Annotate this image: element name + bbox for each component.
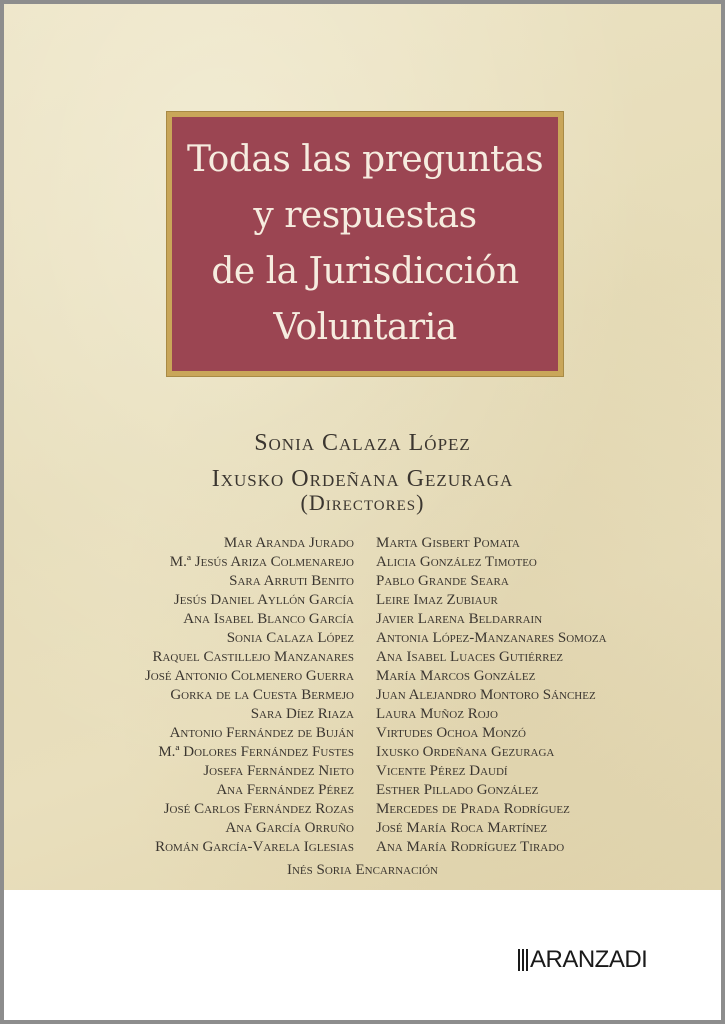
contributor-row: [4, 610, 721, 629]
publisher-name: ARANZADI: [530, 946, 648, 973]
contributor-row: [4, 667, 721, 686]
contributor-right: José María Roca Martínez: [376, 820, 548, 836]
contributor-row: [4, 534, 721, 553]
contributor-row: [4, 743, 721, 762]
contributor-right: Laura Muñoz Rojo: [376, 706, 498, 722]
parchment-background: [4, 4, 721, 890]
director-1: Sonia Calaza López: [254, 430, 471, 456]
contributor-left: Ana García Orruño: [225, 820, 354, 836]
contributor-left: Sonia Calaza López: [226, 630, 354, 646]
title-line-2: y respuestas: [253, 195, 477, 236]
contributor-row: [4, 724, 721, 743]
publisher-bars-icon: [518, 949, 528, 971]
contributor-row: [4, 686, 721, 705]
directors-role: (Directores): [300, 490, 425, 515]
contributor-row: [4, 781, 721, 800]
contributor-row: [4, 800, 721, 819]
contributor-left: José Antonio Colmenero Guerra: [144, 668, 354, 684]
contributor-row: [4, 838, 721, 857]
contributor-last: Inés Soria Encarnación: [286, 862, 438, 878]
contributor-left: Jesús Daniel Ayllón García: [173, 592, 354, 608]
contributor-left: Román García-Varela Iglesias: [155, 839, 354, 855]
contributor-right: Alicia González Timoteo: [376, 554, 537, 570]
contributor-left: Gorka de la Cuesta Bermejo: [170, 687, 354, 703]
contributor-right: Virtudes Ochoa Monzó: [376, 725, 527, 741]
contributor-row: [4, 762, 721, 781]
contributor-row: [4, 648, 721, 667]
contributor-row: [4, 591, 721, 610]
contributor-right: Ana María Rodríguez Tirado: [376, 839, 565, 855]
contributor-left: Josefa Fernández Nieto: [203, 763, 354, 779]
contributor-right: Ana Isabel Luaces Gutiérrez: [376, 649, 564, 665]
contributor-row: [4, 553, 721, 572]
contributors-list: [4, 534, 721, 857]
contributor-left: M.ª Jesús Ariza Colmenarejo: [169, 554, 354, 570]
contributor-right: Pablo Grande Seara: [376, 573, 509, 589]
contributor-right: Mercedes de Prada Rodríguez: [376, 801, 570, 817]
title-line-3: de la Jurisdicción: [211, 251, 519, 292]
contributor-right: Marta Gisbert Pomata: [376, 535, 520, 551]
contributor-right: Juan Alejandro Montoro Sánchez: [376, 687, 596, 703]
publisher-logo: [518, 948, 647, 972]
contributor-left: Mar Aranda Jurado: [223, 535, 354, 551]
contributor-right: Ixusko Ordeñana Gezuraga: [376, 744, 555, 760]
contributor-right: Vicente Pérez Daudí: [376, 763, 508, 779]
contributor-right: Antonia López-Manzanares Somoza: [376, 630, 607, 646]
contributor-row: [4, 572, 721, 591]
contributor-left: Antonio Fernández de Buján: [169, 725, 354, 741]
contributor-left: Ana Fernández Pérez: [216, 782, 354, 798]
contributor-row: [4, 819, 721, 838]
director-2: Ixusko Ordeñana Gezuraga: [211, 466, 514, 492]
contributor-left: Sara Díez Riaza: [250, 706, 354, 722]
title-line-1: Todas las preguntas: [186, 139, 544, 180]
contributor-right: Leire Imaz Zubiaur: [376, 592, 498, 608]
title-line-4: Voluntaria: [273, 307, 457, 348]
contributor-left: Ana Isabel Blanco García: [183, 611, 354, 627]
contributor-row: [4, 705, 721, 724]
contributor-row: [4, 629, 721, 648]
title-box: [167, 112, 563, 376]
contributor-left: Sara Arruti Benito: [229, 573, 354, 589]
contributor-left: Raquel Castillejo Manzanares: [152, 649, 354, 665]
contributor-left: M.ª Dolores Fernández Fustes: [158, 744, 354, 760]
contributor-right: Esther Pillado González: [376, 782, 539, 798]
contributor-left: José Carlos Fernández Rozas: [163, 801, 354, 817]
contributor-right: Javier Larena Beldarrain: [376, 611, 543, 627]
contributor-right: María Marcos González: [376, 668, 536, 684]
